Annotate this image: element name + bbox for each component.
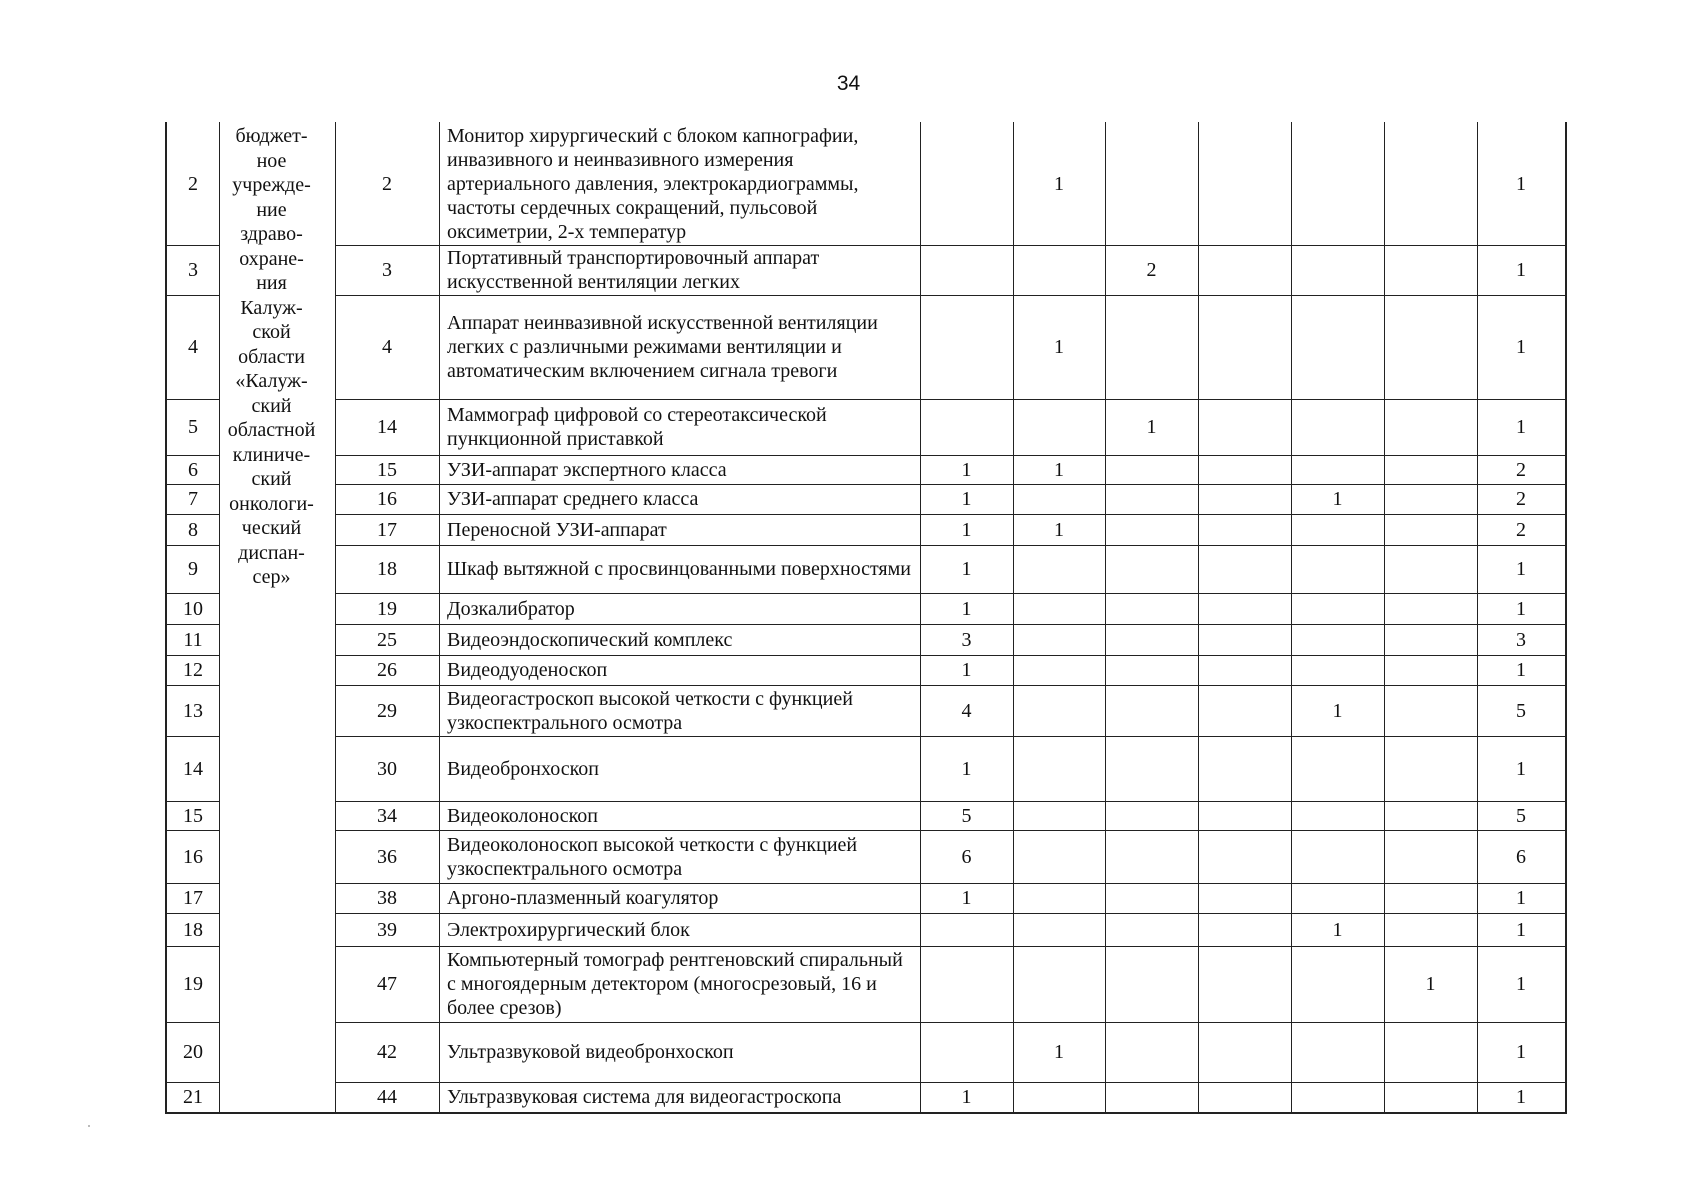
quantity-cell-c1: 6 xyxy=(961,845,972,868)
row-number-cell: 10 xyxy=(183,597,203,620)
quantity-cell-c1: 1 xyxy=(961,597,972,620)
quantity-cell-c4 xyxy=(1198,624,1291,655)
reference-number-cell: 26 xyxy=(377,659,397,681)
equipment-name-cell: Портативный транспортировочный аппарат искусственной вентиляции легких xyxy=(447,247,820,293)
row-number-cell: 19 xyxy=(183,973,203,995)
total-quantity-cell: 2 xyxy=(1516,458,1526,481)
organization-line: областной xyxy=(227,419,316,441)
quantity-cell-c5 xyxy=(1291,295,1384,399)
quantity-cell-c6 xyxy=(1384,455,1477,484)
row-number-cell: 18 xyxy=(183,918,203,941)
quantity-cell-c4 xyxy=(1198,736,1291,801)
row-number-cell: 3 xyxy=(188,259,198,281)
reference-number-cell: 16 xyxy=(377,488,397,510)
quantity-cell-c4 xyxy=(1198,1082,1291,1112)
reference-number-cell: 18 xyxy=(377,558,397,580)
column-divider xyxy=(219,122,220,1112)
equipment-name-cell: Шкаф вытяжной с просвинцованными поверхностями xyxy=(447,558,911,580)
quantity-cell-c6 xyxy=(1384,830,1477,883)
total-quantity-cell: 1 xyxy=(1516,973,1526,995)
quantity-cell-c4 xyxy=(1198,1022,1291,1082)
row-number-cell: 20 xyxy=(183,1041,203,1063)
reference-number-cell: 38 xyxy=(377,887,397,909)
reference-number-cell: 17 xyxy=(377,518,397,541)
total-quantity-cell: 1 xyxy=(1516,1086,1526,1108)
equipment-name-cell: Видеоэндоскопический комплекс xyxy=(447,628,733,651)
quantity-cell-c5 xyxy=(1291,514,1384,545)
quantity-cell-c6 xyxy=(1384,685,1477,736)
quantity-cell-c2 xyxy=(1013,830,1105,883)
reference-number-cell: 39 xyxy=(377,918,397,941)
quantity-cell-c5: 1 xyxy=(1332,918,1343,941)
quantity-cell-c3 xyxy=(1105,295,1198,399)
quantity-cell-c1 xyxy=(920,295,1013,399)
quantity-cell-c3 xyxy=(1105,946,1198,1022)
quantity-cell-c2: 1 xyxy=(1054,458,1064,481)
quantity-cell-c5: 1 xyxy=(1332,699,1343,722)
quantity-cell-c1 xyxy=(920,946,1013,1022)
quantity-cell-c4 xyxy=(1198,455,1291,484)
row-number-cell: 21 xyxy=(183,1086,203,1108)
organization-name-cell xyxy=(219,124,324,590)
quantity-cell-c3 xyxy=(1105,736,1198,801)
row-number-cell: 2 xyxy=(188,172,198,195)
quantity-cell-c3 xyxy=(1105,830,1198,883)
quantity-cell-c4 xyxy=(1198,913,1291,946)
quantity-cell-c4 xyxy=(1198,685,1291,736)
quantity-cell-c4 xyxy=(1198,655,1291,685)
quantity-cell-c1 xyxy=(920,122,1013,245)
quantity-cell-c4 xyxy=(1198,399,1291,455)
quantity-cell-c2 xyxy=(1013,685,1105,736)
scan-speck xyxy=(88,1125,90,1127)
reference-number-cell: 4 xyxy=(382,336,392,358)
quantity-cell-c2: 1 xyxy=(1054,1041,1064,1063)
equipment-name-cell: Видеобронхоскоп xyxy=(447,757,599,780)
quantity-cell-c2 xyxy=(1013,913,1105,946)
reference-number-cell: 47 xyxy=(377,973,397,995)
quantity-cell-c4 xyxy=(1198,801,1291,830)
row-number-cell: 8 xyxy=(188,518,198,541)
row-number-cell: 5 xyxy=(188,416,198,438)
quantity-cell-c2 xyxy=(1013,245,1105,295)
quantity-cell-c4 xyxy=(1198,484,1291,514)
quantity-cell-c1: 1 xyxy=(961,518,972,541)
equipment-name-cell: Ультразвуковой видеобронхоскоп xyxy=(447,1041,734,1063)
reference-number-cell: 29 xyxy=(377,699,397,722)
quantity-cell-c6 xyxy=(1384,295,1477,399)
organization-line: ской xyxy=(252,321,291,343)
quantity-cell-c5 xyxy=(1291,1022,1384,1082)
organization-line: Калуж- xyxy=(240,296,303,319)
reference-number-cell: 14 xyxy=(377,416,397,438)
quantity-cell-c6 xyxy=(1384,655,1477,685)
quantity-cell-c2 xyxy=(1013,624,1105,655)
quantity-cell-c5 xyxy=(1291,624,1384,655)
quantity-cell-c1: 5 xyxy=(961,804,972,827)
quantity-cell-c3 xyxy=(1105,122,1198,245)
quantity-cell-c3: 2 xyxy=(1146,259,1157,281)
equipment-name-cell: Аргоно-плазменный коагулятор xyxy=(447,887,719,909)
organization-line: онкологи- xyxy=(229,492,314,515)
reference-number-cell: 42 xyxy=(377,1041,397,1063)
row-number-cell: 12 xyxy=(183,659,203,681)
quantity-cell-c2 xyxy=(1013,484,1105,514)
quantity-cell-c3 xyxy=(1105,655,1198,685)
total-quantity-cell: 1 xyxy=(1516,659,1526,681)
total-quantity-cell: 6 xyxy=(1516,845,1526,868)
total-quantity-cell: 1 xyxy=(1516,416,1526,438)
organization-line: диспан- xyxy=(238,541,305,564)
quantity-cell-c4 xyxy=(1198,883,1291,913)
quantity-cell-c3 xyxy=(1105,685,1198,736)
quantity-cell-c5 xyxy=(1291,455,1384,484)
row-number-cell: 14 xyxy=(183,757,203,780)
equipment-name-cell: Видеогастроскоп высокой четкости с функцией узкоспектрального осмотра xyxy=(447,687,853,734)
quantity-cell-c3 xyxy=(1105,1082,1198,1112)
total-quantity-cell: 5 xyxy=(1516,699,1526,722)
equipment-name-cell: Видеоколоноскоп xyxy=(447,804,598,827)
quantity-cell-c6 xyxy=(1384,514,1477,545)
equipment-table xyxy=(165,122,1567,1114)
quantity-cell-c3 xyxy=(1105,455,1198,484)
reference-number-cell: 44 xyxy=(377,1086,397,1108)
row-number-cell: 7 xyxy=(188,488,198,510)
quantity-cell-c1: 1 xyxy=(961,458,972,481)
total-quantity-cell: 1 xyxy=(1516,757,1526,780)
total-quantity-cell: 1 xyxy=(1516,597,1526,620)
quantity-cell-c4 xyxy=(1198,295,1291,399)
quantity-cell-c1: 1 xyxy=(961,659,972,681)
quantity-cell-c4 xyxy=(1198,830,1291,883)
total-quantity-cell: 1 xyxy=(1516,259,1526,281)
quantity-cell-c6 xyxy=(1384,883,1477,913)
reference-number-cell: 30 xyxy=(377,757,397,780)
organization-line: «Калуж- xyxy=(235,370,308,392)
quantity-cell-c5 xyxy=(1291,736,1384,801)
quantity-cell-c1: 1 xyxy=(961,1086,972,1108)
quantity-cell-c3 xyxy=(1105,913,1198,946)
equipment-name-cell: Ультразвуковая система для видеогастроскопа xyxy=(447,1086,842,1108)
quantity-cell-c2 xyxy=(1013,801,1105,830)
equipment-name-cell: Маммограф цифровой со стереотаксической пункционной приставкой xyxy=(447,404,827,450)
row-number-cell: 17 xyxy=(183,887,203,909)
page-number: 34 xyxy=(836,72,861,95)
quantity-cell-c1 xyxy=(920,399,1013,455)
organization-line: здраво- xyxy=(240,223,303,245)
quantity-cell-c6 xyxy=(1384,1082,1477,1112)
quantity-cell-c3 xyxy=(1105,801,1198,830)
quantity-cell-c1: 1 xyxy=(961,887,972,909)
row-number-cell: 6 xyxy=(188,458,198,481)
quantity-cell-c6 xyxy=(1384,913,1477,946)
reference-number-cell: 25 xyxy=(377,628,397,651)
quantity-cell-c5 xyxy=(1291,830,1384,883)
organization-line: клиниче- xyxy=(232,443,311,466)
quantity-cell-c5 xyxy=(1291,946,1384,1022)
total-quantity-cell: 1 xyxy=(1516,887,1526,909)
quantity-cell-c4 xyxy=(1198,946,1291,1022)
reference-number-cell: 19 xyxy=(377,597,397,620)
quantity-cell-c6 xyxy=(1384,736,1477,801)
equipment-name-cell: Электрохирургический блок xyxy=(447,918,690,941)
quantity-cell-c3: 1 xyxy=(1146,416,1157,438)
equipment-name-cell: Видеодуоденоскоп xyxy=(447,659,608,681)
quantity-cell-c4 xyxy=(1198,122,1291,245)
total-quantity-cell: 2 xyxy=(1516,518,1526,541)
quantity-cell-c6 xyxy=(1384,801,1477,830)
quantity-cell-c4 xyxy=(1198,545,1291,593)
organization-line: ное xyxy=(256,149,287,172)
quantity-cell-c1: 3 xyxy=(961,628,972,651)
quantity-cell-c5 xyxy=(1291,801,1384,830)
quantity-cell-c2 xyxy=(1013,545,1105,593)
quantity-cell-c3 xyxy=(1105,883,1198,913)
quantity-cell-c5: 1 xyxy=(1332,488,1343,510)
quantity-cell-c5 xyxy=(1291,399,1384,455)
quantity-cell-c2 xyxy=(1013,946,1105,1022)
quantity-cell-c2 xyxy=(1013,883,1105,913)
equipment-name-cell: Монитор хирургический с блоком капнографии, инвазивного и неинвазивного измерения артериального давления, электрокардиограммы, частоты сердечных сокращений, пульсовой оксиметрии, 2-х температур xyxy=(447,124,859,243)
quantity-cell-c3 xyxy=(1105,484,1198,514)
total-quantity-cell: 1 xyxy=(1516,918,1526,941)
row-number-cell: 9 xyxy=(188,558,198,580)
organization-line: ский xyxy=(251,468,292,490)
row-number-cell: 16 xyxy=(183,845,203,868)
quantity-cell-c2: 1 xyxy=(1054,172,1064,195)
quantity-cell-c2 xyxy=(1013,736,1105,801)
organization-line: учрежде- xyxy=(232,174,311,196)
total-quantity-cell: 1 xyxy=(1516,558,1526,580)
total-quantity-cell: 1 xyxy=(1516,336,1526,358)
quantity-cell-c4 xyxy=(1198,593,1291,624)
quantity-cell-c2 xyxy=(1013,1082,1105,1112)
quantity-cell-c6 xyxy=(1384,593,1477,624)
equipment-name-cell: Аппарат неинвазивной искусственной вентиляции легких с различными режимами вентиляции и автоматическим включением сигнала тревоги xyxy=(447,312,878,382)
equipment-name-cell: Компьютерный томограф рентгеновский спиральный с многоядерным детектором (многосрезовый, 16 и более срезов) xyxy=(447,949,903,1019)
quantity-cell-c5 xyxy=(1291,883,1384,913)
reference-number-cell: 34 xyxy=(377,804,397,827)
quantity-cell-c1: 1 xyxy=(961,488,972,510)
quantity-cell-c6 xyxy=(1384,624,1477,655)
organization-line: области xyxy=(238,345,305,368)
equipment-name-cell: Видеоколоноскоп высокой четкости с функцией узкоспектрального осмотра xyxy=(447,833,858,880)
equipment-name-cell: УЗИ-аппарат среднего класса xyxy=(447,488,699,510)
quantity-cell-c5 xyxy=(1291,545,1384,593)
total-quantity-cell: 2 xyxy=(1516,488,1526,510)
organization-line: ский xyxy=(251,394,292,417)
row-number-cell: 13 xyxy=(183,699,203,722)
quantity-cell-c6 xyxy=(1384,245,1477,295)
total-quantity-cell: 1 xyxy=(1516,172,1526,195)
quantity-cell-c6 xyxy=(1384,399,1477,455)
quantity-cell-c4 xyxy=(1198,245,1291,295)
quantity-cell-c5 xyxy=(1291,122,1384,245)
quantity-cell-c5 xyxy=(1291,245,1384,295)
quantity-cell-c6: 1 xyxy=(1425,973,1436,995)
equipment-name-cell: Дозкалибратор xyxy=(447,597,575,620)
total-quantity-cell: 1 xyxy=(1516,1041,1526,1063)
quantity-cell-c1: 1 xyxy=(961,558,972,580)
quantity-cell-c3 xyxy=(1105,624,1198,655)
reference-number-cell: 2 xyxy=(382,172,392,195)
reference-number-cell: 15 xyxy=(377,458,397,481)
organization-line: ния xyxy=(256,272,287,294)
quantity-cell-c6 xyxy=(1384,1022,1477,1082)
organization-line: ческий xyxy=(241,517,302,539)
quantity-cell-c2: 1 xyxy=(1054,336,1064,358)
row-number-cell: 11 xyxy=(183,628,203,651)
quantity-cell-c1: 1 xyxy=(961,757,972,780)
row-number-cell: 15 xyxy=(183,804,203,827)
organization-line: сер» xyxy=(252,566,291,588)
quantity-cell-c3 xyxy=(1105,545,1198,593)
quantity-cell-c1 xyxy=(920,913,1013,946)
equipment-name-cell: Переносной УЗИ-аппарат xyxy=(447,518,667,541)
quantity-cell-c1 xyxy=(920,1022,1013,1082)
quantity-cell-c5 xyxy=(1291,655,1384,685)
quantity-cell-c3 xyxy=(1105,514,1198,545)
quantity-cell-c4 xyxy=(1198,514,1291,545)
row-number-cell: 4 xyxy=(188,336,198,358)
total-quantity-cell: 3 xyxy=(1516,628,1526,651)
quantity-cell-c6 xyxy=(1384,545,1477,593)
quantity-cell-c1 xyxy=(920,245,1013,295)
quantity-cell-c5 xyxy=(1291,593,1384,624)
total-quantity-cell: 5 xyxy=(1516,804,1526,827)
organization-line: охране- xyxy=(239,247,304,270)
quantity-cell-c6 xyxy=(1384,484,1477,514)
quantity-cell-c2 xyxy=(1013,655,1105,685)
organization-line: бюджет- xyxy=(235,125,308,147)
quantity-cell-c3 xyxy=(1105,593,1198,624)
reference-number-cell: 36 xyxy=(377,845,397,868)
equipment-name-cell: УЗИ-аппарат экспертного класса xyxy=(447,458,727,481)
quantity-cell-c1: 4 xyxy=(961,699,972,722)
quantity-cell-c2 xyxy=(1013,399,1105,455)
quantity-cell-c2 xyxy=(1013,593,1105,624)
reference-number-cell: 3 xyxy=(382,259,392,281)
quantity-cell-c2: 1 xyxy=(1054,518,1064,541)
quantity-cell-c5 xyxy=(1291,1082,1384,1112)
quantity-cell-c6 xyxy=(1384,122,1477,245)
quantity-cell-c3 xyxy=(1105,1022,1198,1082)
organization-line: ние xyxy=(256,198,287,221)
